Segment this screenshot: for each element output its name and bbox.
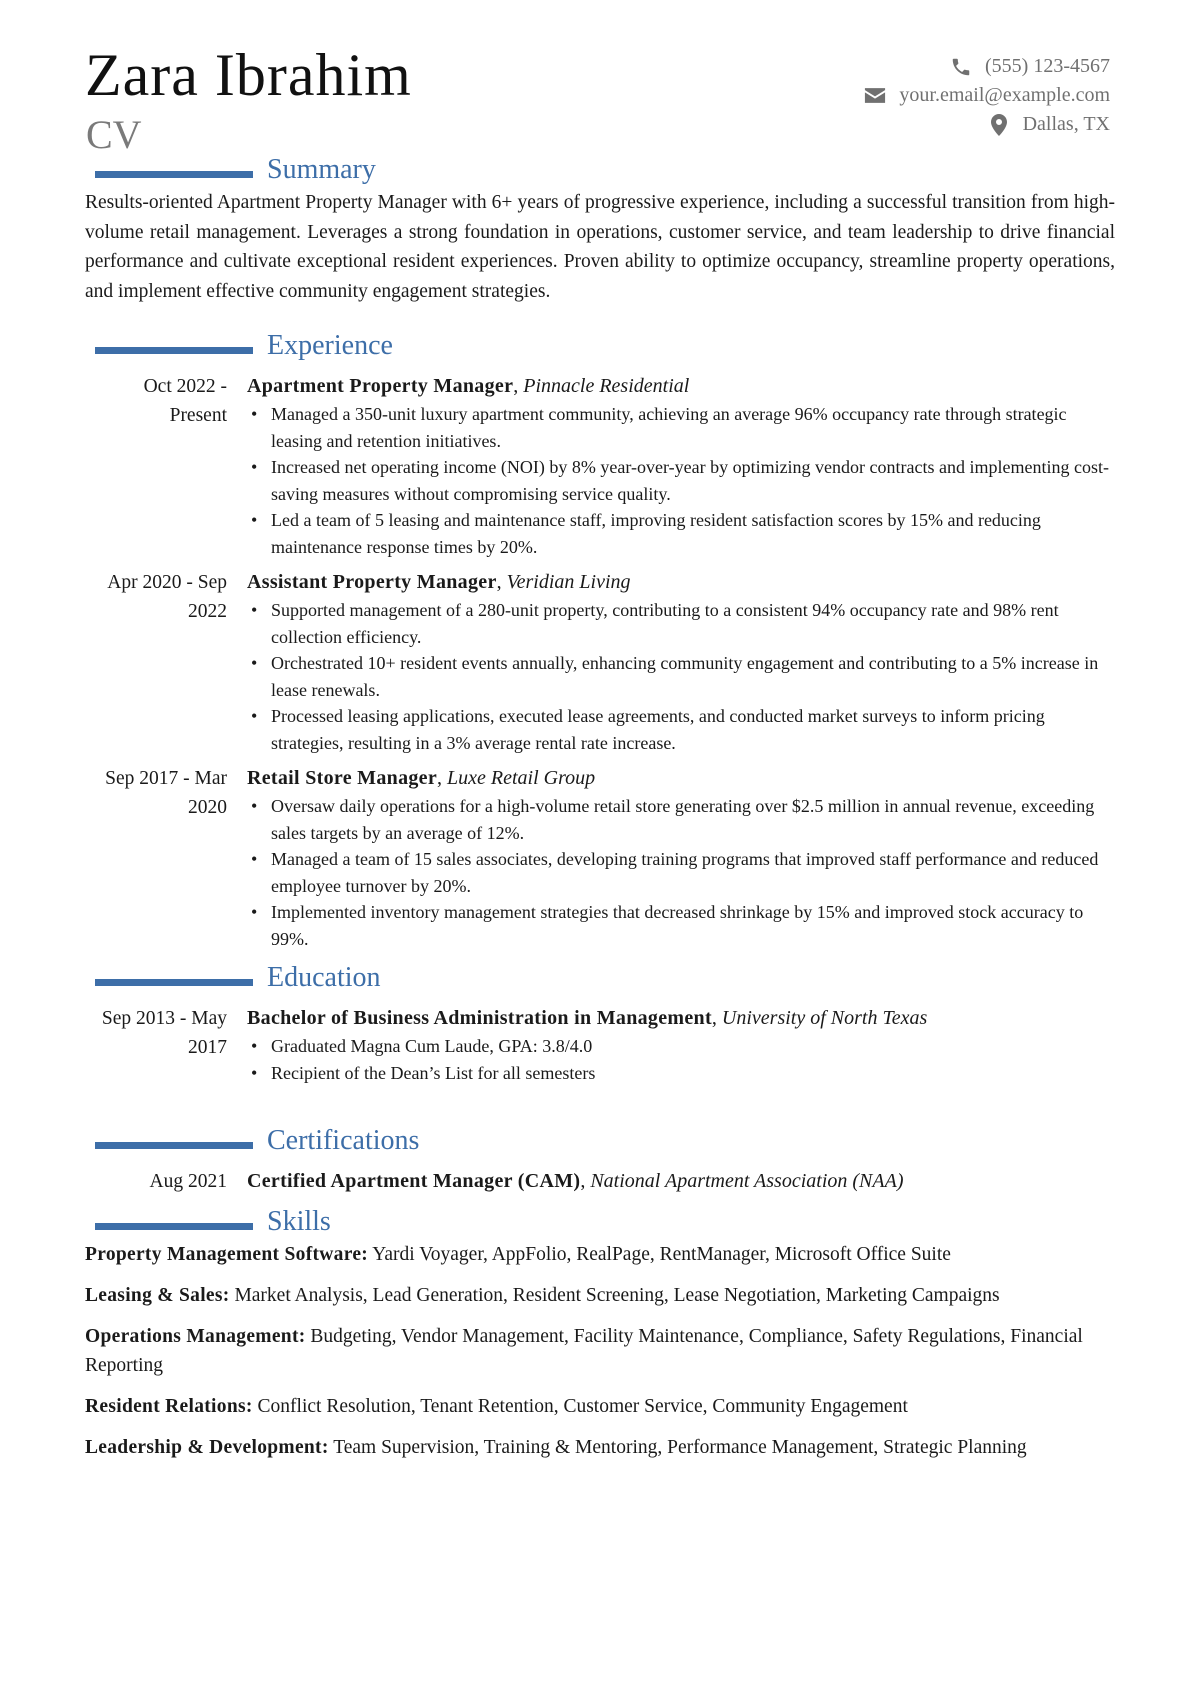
section-title: Experience <box>267 330 393 361</box>
section-title: Skills <box>267 1206 331 1237</box>
skill-value: Market Analysis, Lead Generation, Resident Screening, Lease Negotiation, Marketing Campaigns <box>234 1285 1000 1306</box>
skills-list <box>85 1240 1115 1462</box>
section-bar <box>95 1142 253 1149</box>
bullet-item: • Led a team of 5 leasing and maintenance staff, improving resident satisfaction scores by 15% and reducing maintenance response times by 20%. <box>247 507 1115 560</box>
entry-heading: Retail Store Manager, Luxe Retail Group <box>247 767 596 789</box>
bullet-item: • Increased net operating income (NOI) by 8% year-over-year by optimizing vendor contracts and implementing cost-saving measures without compromising service quality. <box>247 454 1115 507</box>
skill-row <box>85 1322 1115 1380</box>
section-title: Certifications <box>267 1125 420 1156</box>
entry-organization: Veridian Living <box>506 571 631 593</box>
bullet-list <box>247 597 1115 756</box>
skill-row <box>85 1433 1115 1462</box>
contact-email <box>690 81 1110 110</box>
skill-row <box>85 1392 1115 1421</box>
experience-list <box>85 372 1115 952</box>
skills-section <box>85 1206 1115 1474</box>
entry-date: Aug 2021 <box>149 1171 227 1192</box>
summary-section <box>85 154 1115 306</box>
entry-heading: Apartment Property Manager, Pinnacle Residential <box>247 375 690 397</box>
entry-body <box>247 1167 1115 1196</box>
contact-block <box>690 52 1110 139</box>
entry-heading: Certified Apartment Manager (CAM), National Apartment Association (NAA) <box>247 1170 904 1192</box>
certifications-section <box>85 1125 1115 1196</box>
bullet-item: • Orchestrated 10+ resident events annually, enhancing community engagement and contributing to a 5% increase in lease renewals. <box>247 650 1115 703</box>
entry-title: Apartment Property Manager <box>247 375 514 397</box>
contact-location <box>690 110 1110 139</box>
bullet-item: • Processed leasing applications, executed lease agreements, and conducted market surveys to inform pricing strategies, resulting in a 3% average rental rate increase. <box>247 703 1115 756</box>
candidate-name: Zara Ibrahim <box>85 42 412 108</box>
skill-label: Operations Management: <box>85 1326 306 1347</box>
entry-title: Retail Store Manager <box>247 767 438 789</box>
skill-row <box>85 1240 1115 1269</box>
section-bar <box>95 347 253 354</box>
skill-value: Conflict Resolution, Tenant Retention, Customer Service, Community Engagement <box>257 1396 908 1417</box>
entry-title: Bachelor of Business Administration in Management <box>247 1007 712 1029</box>
skill-value: Budgeting, Vendor Management, Facility Maintenance, Compliance, Safety Regulations, Financial Reporting <box>85 1326 1083 1376</box>
section-bar <box>95 979 253 986</box>
bullet-item: • Graduated Magna Cum Laude, GPA: 3.8/4.0 <box>247 1033 1115 1060</box>
phone-text: (555) 123-4567 <box>985 55 1110 77</box>
bullet-list <box>247 401 1115 560</box>
section-bar <box>95 171 253 178</box>
section-title: Education <box>267 962 381 993</box>
experience-section <box>85 330 1115 952</box>
education-list <box>85 1004 1115 1086</box>
skill-row <box>85 1281 1115 1310</box>
entry-body <box>247 1004 1115 1086</box>
education-heading <box>85 962 1115 996</box>
email-text: your.email@example.com <box>899 84 1110 106</box>
entry-organization: Luxe Retail Group <box>447 767 596 789</box>
summary-heading <box>85 154 1115 188</box>
section-title: Summary <box>267 154 376 185</box>
entry-heading: Bachelor of Business Administration in Management, University of North Texas <box>247 1007 928 1029</box>
education-section <box>85 962 1115 1086</box>
skill-value: Yardi Voyager, AppFolio, RealPage, RentManager, Microsoft Office Suite <box>372 1244 951 1265</box>
bullet-item: • Managed a team of 15 sales associates, developing training programs that improved staff performance and reduced employee turnover by 20%. <box>247 846 1115 899</box>
bullet-item: • Supported management of a 280-unit property, contributing to a consistent 94% occupancy rate and 98% rent collection efficiency. <box>247 597 1115 650</box>
bullet-list <box>247 1033 1115 1086</box>
skill-label: Resident Relations: <box>85 1396 253 1417</box>
entry-body <box>247 764 1115 952</box>
skill-label: Leasing & Sales: <box>85 1285 230 1306</box>
entry-date: Oct 2022 - Present <box>143 376 227 426</box>
phone-icon <box>949 56 973 78</box>
section-bar <box>95 1223 253 1230</box>
entry-date: Sep 2017 - Mar 2020 <box>105 768 227 818</box>
summary-text: Results-oriented Apartment Property Manager with 6+ years of progressive experience, including a successful transition from high-volume retail management. Leverages a strong foundation in operations, customer service, and team leadership to drive financial performance and cultivate exceptional resident experiences. Proven ability to optimize occupancy, streamline property operations, and implement effective community engagement strategies. <box>85 192 1115 302</box>
entry-title: Certified Apartment Manager (CAM) <box>247 1170 581 1192</box>
skill-value: Team Supervision, Training & Mentoring, Performance Management, Strategic Planning <box>333 1437 1027 1458</box>
entry-title: Assistant Property Manager <box>247 571 497 593</box>
bullet-item: • Implemented inventory management strategies that decreased shrinkage by 15% and improved stock accuracy to 99%. <box>247 899 1115 952</box>
entry-organization: Pinnacle Residential <box>523 375 690 397</box>
bullet-item: • Recipient of the Dean’s List for all semesters <box>247 1060 1115 1087</box>
entry <box>85 1004 1115 1086</box>
location-text: Dallas, TX <box>1022 113 1110 135</box>
entry-date: Sep 2013 - May 2017 <box>101 1008 227 1058</box>
entry-body <box>247 372 1115 560</box>
entry-heading: Assistant Property Manager, Veridian Living <box>247 571 631 593</box>
entry-organization: National Apartment Association (NAA) <box>590 1170 904 1192</box>
skill-label: Property Management Software: <box>85 1244 369 1265</box>
map-marker-icon <box>987 114 1011 136</box>
contact-phone <box>690 52 1110 81</box>
certifications-heading <box>85 1125 1115 1159</box>
envelope-icon <box>863 85 887 107</box>
bullet-item: • Oversaw daily operations for a high-volume retail store generating over $2.5 million in annual revenue, exceeding sales targets by an average of 12%. <box>247 793 1115 846</box>
skills-heading <box>85 1206 1115 1240</box>
entry <box>85 568 1115 756</box>
certifications-list <box>85 1167 1115 1196</box>
entry-body <box>247 568 1115 756</box>
skill-label: Leadership & Development: <box>85 1437 329 1458</box>
entry <box>85 372 1115 560</box>
entry-date: Apr 2020 - Sep 2022 <box>107 572 227 622</box>
experience-heading <box>85 330 1115 364</box>
entry <box>85 764 1115 952</box>
bullet-list <box>247 793 1115 952</box>
entry-organization: University of North Texas <box>721 1007 928 1029</box>
bullet-item: • Managed a 350-unit luxury apartment community, achieving an average 96% occupancy rate through strategic leasing and retention initiatives. <box>247 401 1115 454</box>
document-subtitle: CV <box>86 112 142 157</box>
entry <box>85 1167 1115 1196</box>
